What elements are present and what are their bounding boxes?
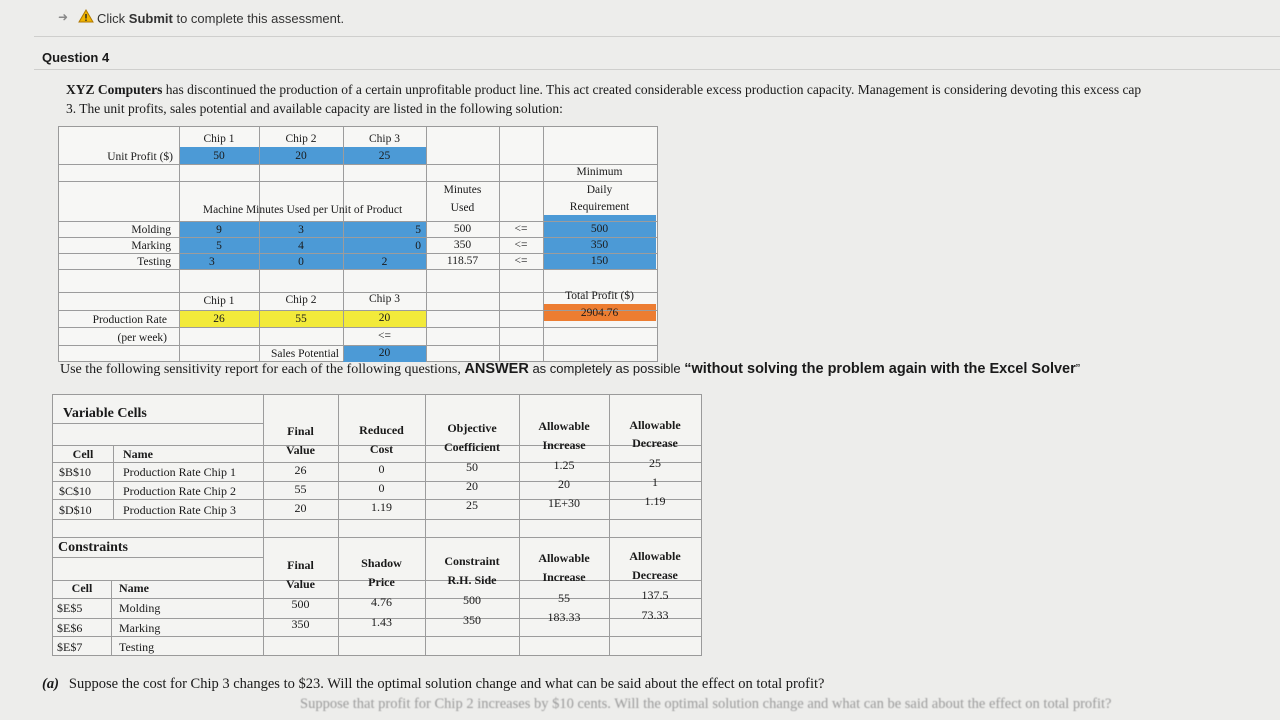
final-value: 350	[291, 617, 310, 631]
operator: <=	[378, 330, 391, 342]
total-profit-value: 2904.76	[580, 307, 619, 319]
column-header: Final	[287, 558, 314, 572]
reduced-cost: 0	[378, 481, 385, 495]
operator: <=	[514, 239, 528, 251]
column-header: Increase	[542, 570, 586, 584]
column-header: Cell	[71, 581, 93, 595]
allowable-decrease: 137.5	[641, 588, 669, 602]
unit-profit-value: 20	[295, 150, 307, 162]
column-header: Cell	[72, 447, 94, 461]
column-header: Allowable	[538, 551, 590, 565]
machine-minutes-value: 9	[216, 224, 222, 236]
production-rate-value: 55	[295, 313, 307, 325]
requirement-value: 500	[590, 223, 609, 235]
column-header: Value	[286, 443, 315, 457]
divider	[34, 36, 1280, 37]
chip-header: Chip 2	[285, 294, 317, 306]
constraints-title: Constraints	[58, 540, 129, 555]
divider	[34, 69, 1280, 70]
min-daily-header: Requirement	[569, 201, 630, 213]
machine-minutes-value: 2	[381, 256, 388, 268]
final-value: 500	[291, 597, 310, 611]
cell-ref: $E$5	[57, 601, 83, 615]
requirement-value: 350	[590, 239, 609, 251]
chip-header: Chip 2	[285, 133, 317, 145]
allowable-increase: 1.25	[553, 458, 575, 472]
constraint-rhs: 500	[463, 593, 481, 607]
machine-minutes-value: 5	[216, 240, 222, 252]
process-label: Molding	[131, 224, 171, 236]
shadow-price: 4.76	[371, 595, 392, 609]
allowable-increase: 55	[558, 591, 570, 605]
unit-profit-value: 25	[378, 150, 391, 162]
allowable-decrease: 1.19	[644, 494, 666, 508]
column-header: Coefficient	[444, 440, 500, 454]
minutes-used-value: 350	[453, 239, 472, 251]
shadow-price: 1.43	[371, 615, 392, 629]
question-b: Suppose that profit for Chip 2 increases by $10 cents. Will the optimal solution change and what can be said about the effect on total profit?	[300, 696, 1112, 712]
machine-minutes-value: 4	[298, 240, 304, 252]
column-header: Increase	[542, 438, 586, 452]
chevron-right-icon: ➜	[58, 10, 69, 24]
allowable-decrease: 1	[652, 475, 658, 489]
unit-profit-value: 50	[213, 150, 225, 162]
objective-coef: 50	[466, 460, 478, 474]
final-value: 20	[294, 501, 307, 515]
process-label: Marking	[131, 240, 171, 252]
total-profit-label: Total Profit ($)	[565, 290, 634, 302]
chip-header: Chip 1	[203, 133, 235, 145]
warning-icon	[78, 9, 94, 23]
submit-link[interactable]: Submit	[128, 11, 173, 26]
alert-message: Click Submit to complete this assessment.	[97, 11, 345, 26]
minutes-used-value: 118.57	[446, 255, 479, 267]
constraint-rhs: 350	[463, 613, 481, 627]
column-header: Allowable	[538, 419, 590, 433]
machine-minutes-value: 3	[209, 256, 215, 268]
reduced-cost: 1.19	[371, 500, 392, 514]
column-header: Cost	[369, 442, 394, 456]
sales-potential-label: Sales Potential	[270, 348, 339, 360]
variable-name: Production Rate Chip 2	[123, 484, 236, 498]
objective-coef: 20	[466, 479, 478, 493]
company-name: XYZ Computers	[66, 82, 163, 97]
column-header: Name	[119, 581, 149, 595]
minutes-used-value: 500	[453, 223, 472, 235]
min-daily-header: Minimum	[576, 166, 623, 178]
cell-ref: $C$10	[59, 484, 92, 498]
column-header: Reduced	[359, 423, 404, 437]
unit-profit-label: Unit Profit ($)	[107, 151, 173, 163]
allowable-decrease: 73.33	[641, 608, 669, 622]
variable-name: Production Rate Chip 3	[123, 503, 236, 517]
chip-header: Chip 1	[203, 295, 235, 307]
column-header: Allowable	[629, 418, 681, 432]
minutes-used-header: Minutes	[443, 184, 482, 196]
final-value: 55	[294, 482, 307, 496]
allowable-increase: 183.33	[547, 610, 581, 624]
machine-minutes-value: 0	[415, 240, 421, 252]
assessment-alert-bar	[0, 0, 1280, 36]
final-value: 26	[294, 463, 307, 477]
production-rate-value: 26	[213, 313, 225, 325]
constraint-name: Marking	[119, 621, 161, 635]
objective-coef: 25	[466, 498, 478, 512]
column-header: Price	[368, 575, 395, 589]
column-header: Decrease	[632, 568, 678, 582]
solution-spreadsheet	[58, 126, 658, 362]
production-rate-label: Production Rate	[92, 314, 167, 326]
process-label: Testing	[137, 256, 171, 268]
question-intro: XYZ Computers has discontinued the production of a certain unprofitable product line. This act created considerable excess production capacity. Management is considering devoting this excess cap 3. The unit profits, sales potential and available capacity are listed in the following solution:	[66, 82, 1142, 116]
column-header: Objective	[447, 421, 497, 435]
chip-header: Chip 3	[369, 293, 400, 305]
sales-potential-value: 20	[378, 347, 391, 359]
cell-ref: $D$10	[59, 503, 92, 517]
allowable-decrease: 25	[649, 456, 661, 470]
machine-minutes-header: Machine Minutes Used per Unit of Product	[202, 204, 403, 216]
column-header: Shadow	[361, 556, 402, 570]
machine-minutes-value: 5	[415, 224, 421, 236]
cell-ref: $E$6	[57, 621, 83, 635]
sensitivity-report	[52, 394, 702, 656]
min-daily-header: Daily	[586, 184, 613, 196]
question-title: Question 4	[42, 50, 110, 65]
cell-ref: $E$7	[57, 640, 83, 654]
column-header: Decrease	[632, 436, 678, 450]
cell-ref: $B$10	[59, 465, 92, 479]
reduced-cost: 0	[378, 462, 385, 476]
machine-minutes-value: 0	[298, 256, 304, 268]
column-header: Allowable	[629, 549, 681, 563]
variable-name: Production Rate Chip 1	[123, 465, 236, 479]
per-week-label: (per week)	[117, 332, 167, 344]
machine-minutes-value: 3	[298, 224, 304, 236]
column-header: R.H. Side	[447, 573, 497, 587]
operator: <=	[514, 223, 528, 235]
column-header: Constraint	[444, 554, 500, 568]
operator: <=	[514, 255, 528, 267]
column-header: Final	[287, 424, 314, 438]
requirement-value: 150	[590, 255, 609, 267]
column-header: Value	[286, 577, 315, 591]
instructions: Use the following sensitivity report for each of the following questions, ANSWER as completely as possible “without solving the problem again with the Excel Solver”	[60, 361, 1081, 377]
variable-cells-title: Variable Cells	[63, 406, 147, 421]
minutes-used-header: Used	[450, 202, 475, 214]
question-a: (a) Suppose the cost for Chip 3 changes to $23. Will the optimal solution change and what can be said about the effect on total profit?	[42, 676, 825, 692]
constraint-name: Molding	[119, 601, 161, 615]
production-rate-value: 20	[378, 312, 391, 324]
column-header: Name	[123, 447, 153, 461]
allowable-increase: 20	[558, 477, 570, 491]
chip-header: Chip 3	[369, 133, 400, 145]
allowable-increase: 1E+30	[547, 496, 581, 510]
constraint-name: Testing	[119, 640, 155, 654]
